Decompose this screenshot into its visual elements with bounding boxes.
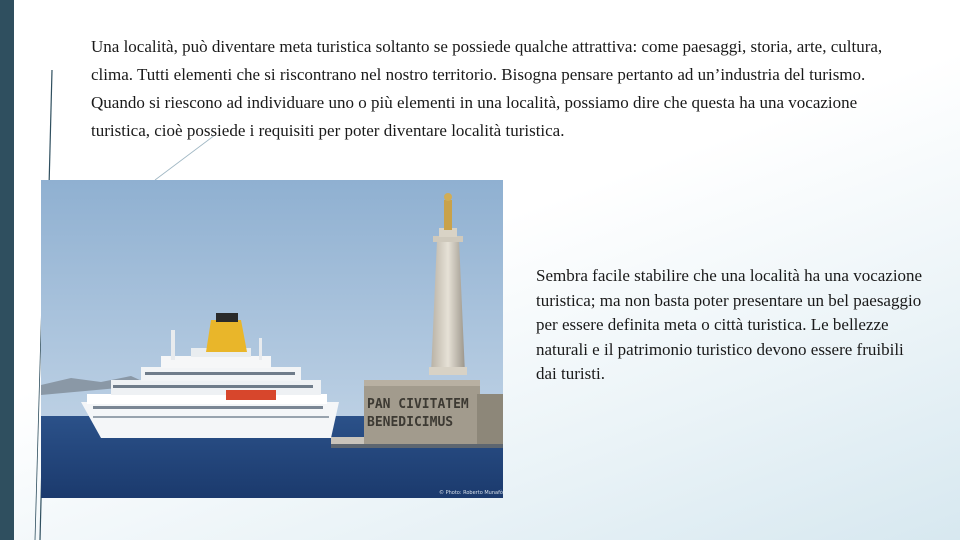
right-paragraph: Sembra facile stabilire che una località ha una vocazione turistica; ma non basta poter presentare un bel paesaggio per essere definita meta o città turistica. Le bellezze naturali e il patrimonio turistico devono essere fruibili dai turisti. — [536, 266, 923, 383]
monument-inscription-2: BENEDICIMUS — [367, 415, 454, 430]
photo-credit: © Photo: Roberto Munafò — [439, 490, 503, 496]
monument-inscription-1: PAN CIVITATEM — [367, 397, 469, 412]
harbor-photo — [41, 180, 503, 498]
top-paragraph: Una località, può diventare meta turistica soltanto se possiede qualche attrattiva: come paesaggi, storia, arte, cultura, clima. Tutti elementi che si riscontrano nel nostro territorio. Bisogna pensare pertanto ad un’industria del turismo. Quando si riescono ad individuare uno o più elementi in una località, possiamo dire che questa ha una vocazione turistica, cioè possiede i requisiti per poter diventare località turistica. — [91, 37, 883, 140]
